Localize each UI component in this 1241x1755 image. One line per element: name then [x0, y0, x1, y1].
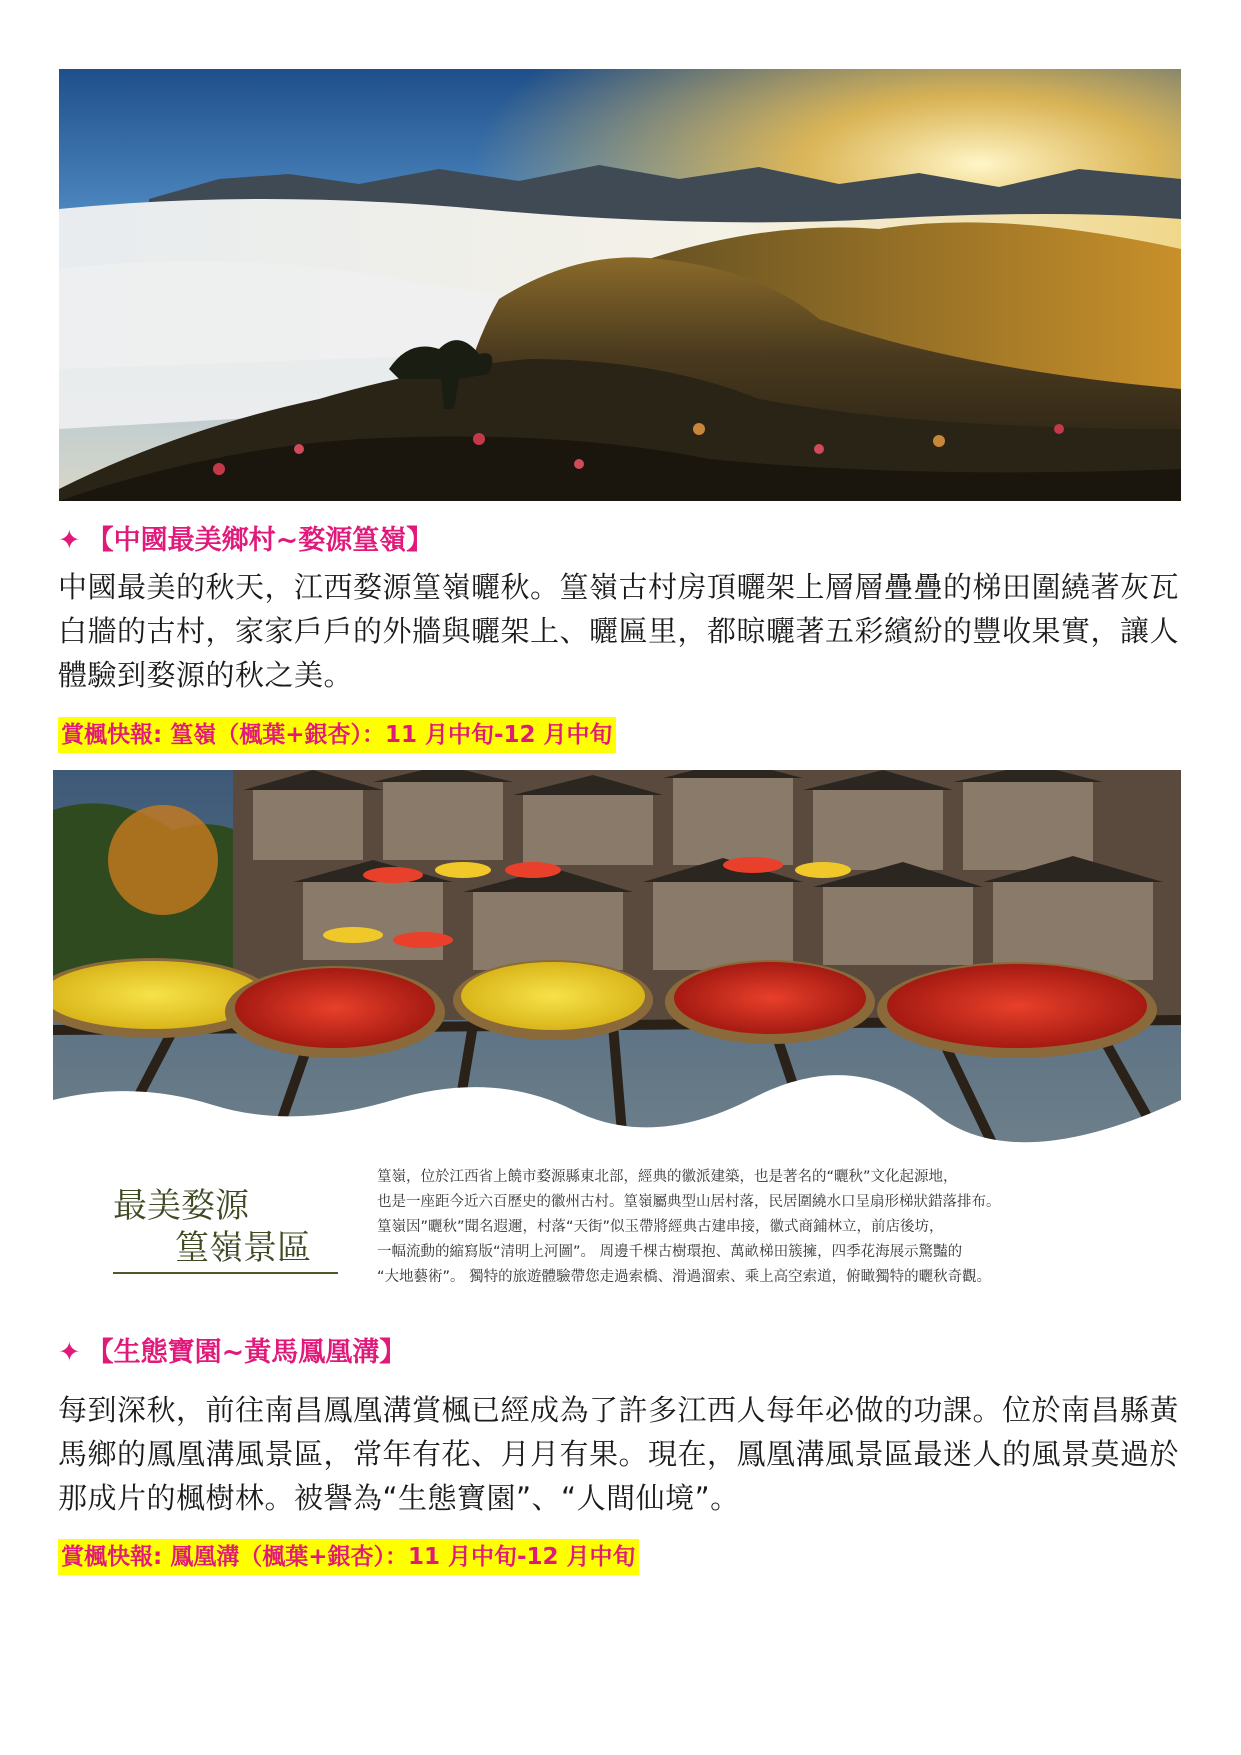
- caption-line: 篁嶺因”曬秋”聞名遐邇，村落“天街”似玉帶將經典古建串接，徽式商鋪林立，前店後坊，: [377, 1219, 944, 1235]
- caption-title: [113, 1185, 311, 1269]
- star-icon: ✦: [58, 525, 81, 556]
- foliage-report-fenghuanggou: 賞楓快報: 鳳凰溝（楓葉+銀杏）：11 月中旬-12 月中旬: [58, 1539, 639, 1575]
- caption-line: 一幅流動的縮寫版“清明上河圖”。 周邊千棵古樹環抱、萬畝梯田簇擁，四季花海展示驚豔的: [377, 1244, 963, 1260]
- caption-divider: [113, 1272, 338, 1274]
- star-icon: ✦: [58, 1337, 81, 1368]
- mountain-photo-illustration: [59, 69, 1181, 501]
- section-body-huangling: 中國最美的秋天，江西婺源篁嶺曬秋。篁嶺古村房頂曬架上層層疊疊的梯田圍繞著灰瓦白牆的古村，家家戶戶的外牆與曬架上、曬匾里，都晾曬著五彩繽紛的豐收果實，讓人體驗到婺源的秋之美。: [58, 570, 1180, 692]
- caption-line: 也是一座距今近六百歷史的徽州古村。篁嶺屬典型山居村落，民居圍繞水口呈扇形梯狀錯落排布。: [377, 1194, 1001, 1210]
- caption-description: [377, 1165, 1177, 1290]
- caption-title-line1: 最美婺源: [113, 1186, 249, 1226]
- village-photo-illustration: [53, 770, 1181, 1145]
- caption-title-line2: 篁嶺景區: [175, 1228, 311, 1268]
- section-title-text: 【生態寶園~黃馬鳳凰溝】: [86, 1337, 407, 1368]
- section-title-huangling: [58, 518, 433, 557]
- foliage-report-huangling: 賞楓快報: 篁嶺（楓葉+銀杏）：11 月中旬-12 月中旬: [58, 717, 616, 753]
- mountain-photo: [59, 69, 1181, 501]
- caption-line: 篁嶺，位於江西省上饒市婺源縣東北部，經典的徽派建築，也是著名的“曬秋”文化起源地，: [377, 1169, 958, 1185]
- caption-band: [53, 1145, 1181, 1305]
- section-title-text: 【中國最美鄉村~婺源篁嶺】: [86, 525, 434, 556]
- caption-line: “大地藝術”。 獨特的旅遊體驗帶您走過索橋、滑過溜索、乘上高空索道，俯瞰獨特的曬秋奇觀。: [377, 1269, 992, 1285]
- section-body-fenghuanggou: 每到深秋，前往南昌鳳凰溝賞楓已經成為了許多江西人每年必做的功課。位於南昌縣黃馬鄉的鳳凰溝風景區，常年有花、月月有果。現在，鳳凰溝風景區最迷人的風景莫過於那成片的楓樹林。被譽為“生態寶園”、“人間仙境”。: [58, 1393, 1180, 1515]
- village-photo: [53, 770, 1181, 1145]
- section-title-fenghuanggou: [58, 1330, 406, 1369]
